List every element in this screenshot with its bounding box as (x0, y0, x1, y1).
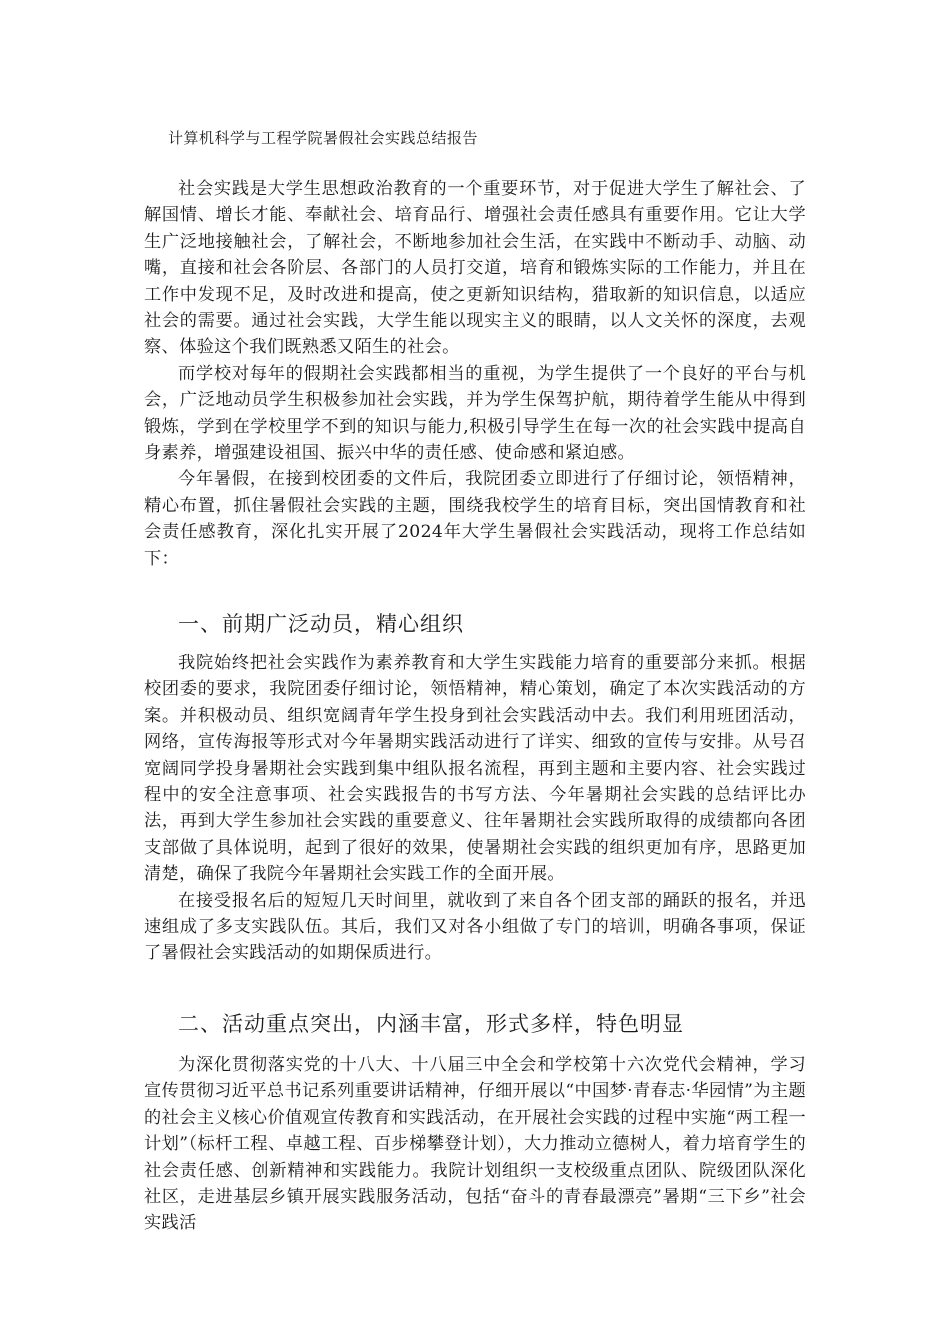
intro-paragraph-3: 今年暑假，在接到校团委的文件后，我院团委立即进行了仔细讨论，领悟精神，精心布置，抓住暑假社会实践的主题，围绕我校学生的培育目标，突出国情教育和社会责任感教育，深化扎实开展了2024年大学生暑假社会实践活动，现将工作总结如下： (144, 469, 806, 569)
section-2-paragraph-1: 为深化贯彻落实党的十八大、十八届三中全会和学校第十六次党代会精神，学习宣传贯彻习近平总书记系列重要讲话精神，仔细开展以“中国梦·青春志·华园情”为主题的社会主义核心价值观宣传教育和实践活动，在开展社会实践的过程中实施“两工程一计划”（标杆工程、卓越工程、百步梯攀登计划），大力推动立德树人，着力培育学生的社会责任感、创新精神和实践能力。我院计划组织一支校级重点团队、院级团队深化社区，走进基层乡镇开展实践服务活动，包括“奋斗的青春最漂亮”暑期“三下乡”社会实践活 (144, 1055, 806, 1234)
section-2-body (144, 1052, 806, 1237)
section-1-paragraph-1: 我院始终把社会实践作为素养教育和大学生实践能力培育的重要部分来抓。根据校团委的要求，我院团委仔细讨论，领悟精神，精心策划，确定了本次实践活动的方案。并积极动员、组织宽阔青年学生投身到社会实践活动中去。我们利用班团活动，网络，宣传海报等形式对今年暑期实践活动进行了详实、细致的宣传与安排。从号召宽阔同学投身暑期社会实践到集中组队报名流程，再到主题和主要内容、社会实践过程中的安全注意事项、社会实践报告的书写方法、今年暑期社会实践的总结评比办法，再到大学生参加社会实践的重要意义、往年暑期社会实践所取得的成绩都向各团支部做了具体说明，起到了很好的效果，使暑期社会实践的组织更加有序，思路更加清楚，确保了我院今年暑期社会实践工作的全面开展。 (144, 653, 806, 885)
intro-paragraph-1: 社会实践是大学生思想政治教育的一个重要环节，对于促进大学生了解社会、了解国情、增长才能、奉献社会、培育品行、增强社会责任感具有重要作用。它让大学生广泛地接触社会，了解社会，不断地参加社会生活，在实践中不断动手、动脑、动嘴，直接和社会各阶层、各部门的人员打交道，培育和锻炼实际的工作能力，并且在工作中发现不足，及时改进和提高，使之更新知识结构，猎取新的知识信息，以适应社会的需要。通过社会实践，大学生能以现实主义的眼睛，以人文关怀的深度，去观察、体验这个我们既熟悉又陌生的社会。 (144, 179, 806, 358)
section-2-heading: 二、活动重点突出，内涵丰富，形式多样，特色明显 (178, 1012, 684, 1036)
section-1-heading: 一、前期广泛动员，精心组织 (178, 612, 464, 636)
section-1-body (144, 650, 806, 967)
intro-paragraph-2: 而学校对每年的假期社会实践都相当的重视，为学生提供了一个良好的平台与机会，广泛地动员学生积极参加社会实践，并为学生保驾护航，期待着学生能从中得到锻炼，学到在学校里学不到的知识与能力,积极引导学生在每一次的社会实践中提高自身素养，增强建设祖国、振兴中华的责任感、使命感和紧迫感。 (144, 363, 806, 464)
intro-section (144, 176, 806, 572)
document-title: 计算机科学与工程学院暑假社会实践总结报告 (168, 129, 479, 147)
section-1-paragraph-2: 在接受报名后的短短几天时间里，就收到了来自各个团支部的踊跃的报名，并迅速组成了多支实践队伍。其后，我们又对各小组做了专门的培训，明确各事项，保证了暑假社会实践活动的如期保质进行。 (144, 890, 806, 964)
